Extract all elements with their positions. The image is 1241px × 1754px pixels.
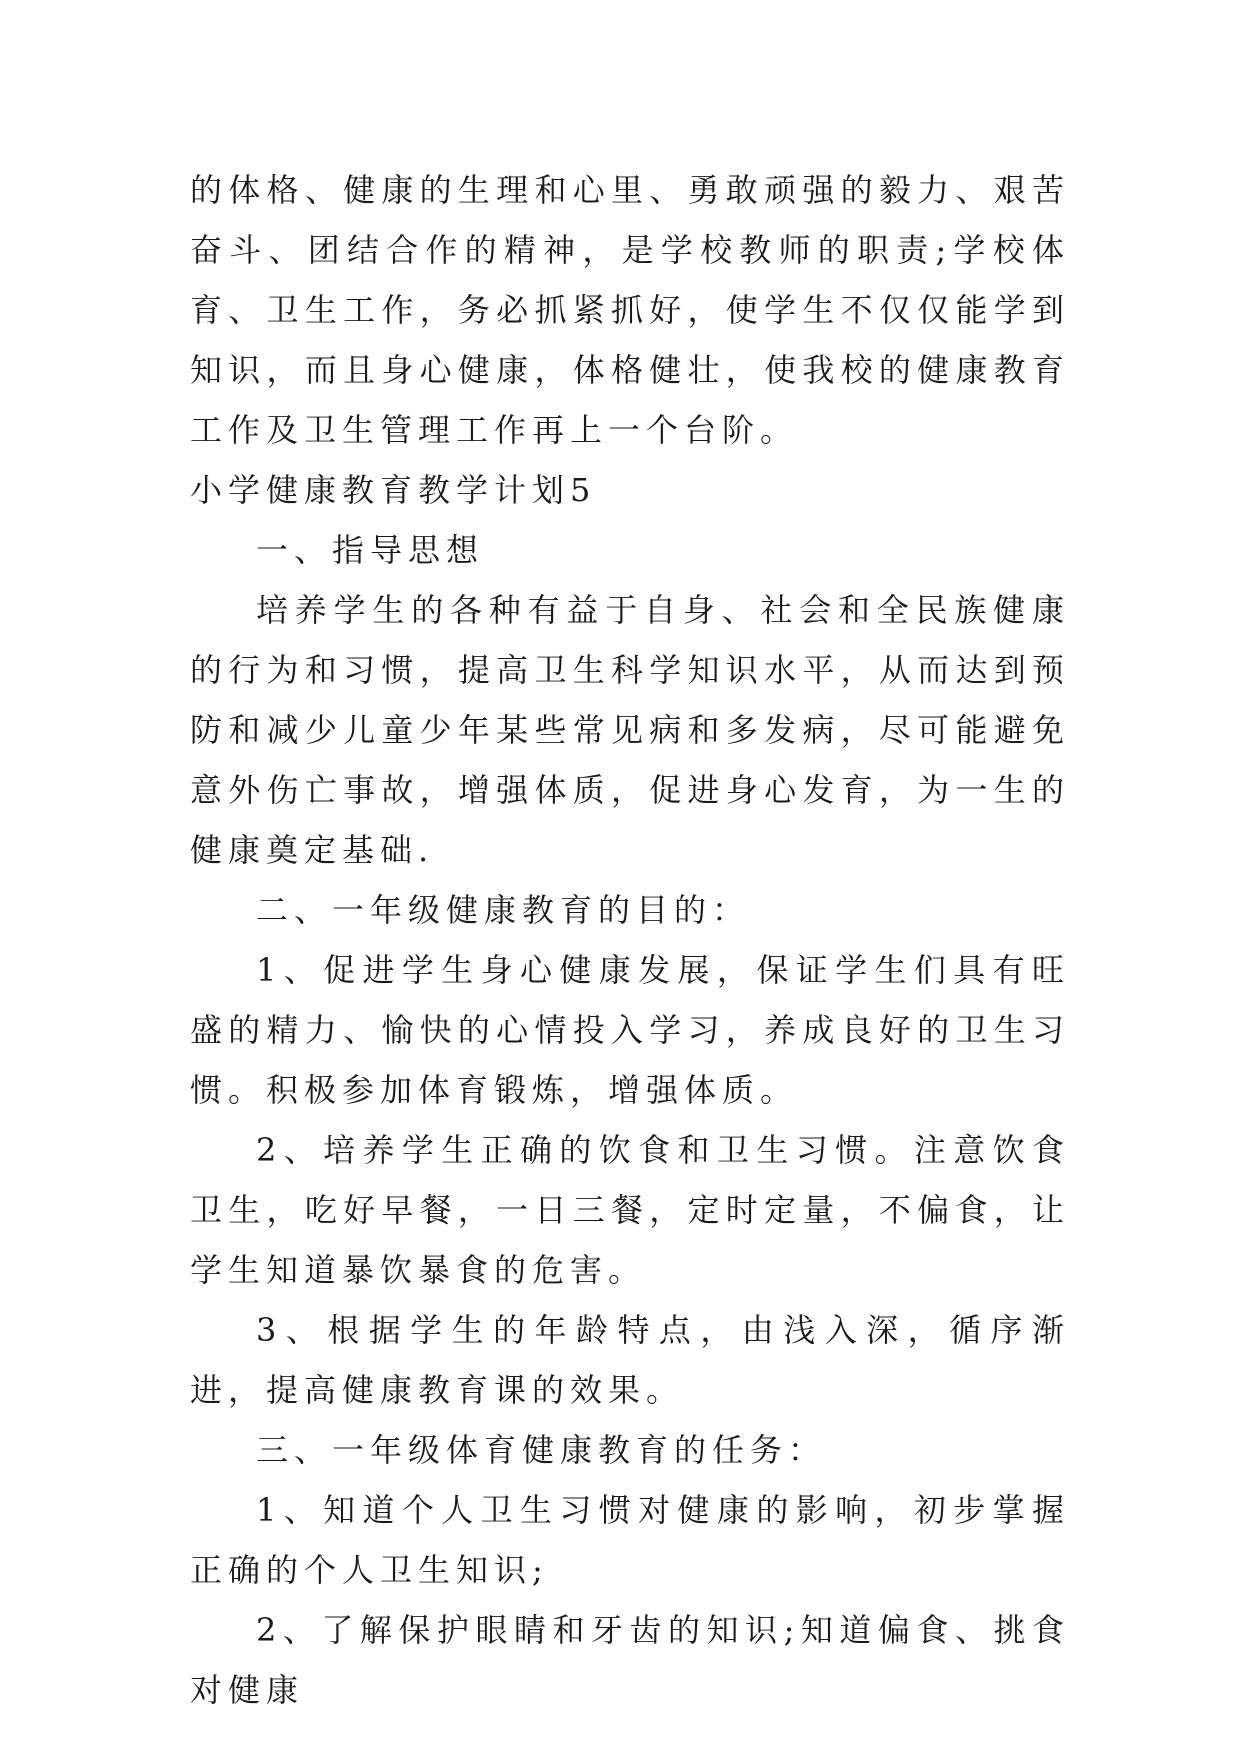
paragraph-guiding-ideology: 培养学生的各种有益于自身、社会和全民族健康的行为和习惯，提高卫生科学知识水平，从而达到预防和减少儿童少年某些常见病和多发病，尽可能避免意外伤亡事故，增强体质，促进身心发育，为一生的健康奠定基础. [190, 591, 1070, 869]
task-item-1: 1、知道个人卫生习惯对健康的影响，初步掌握正确的个人卫生知识; [190, 1491, 1070, 1589]
objective-item-1: 1、促进学生身心健康发展，保证学生们具有旺盛的精力、愉快的心情投入学习，养成良好的卫生习惯。积极参加体育锻炼，增强体质。 [190, 951, 1070, 1109]
paragraph-continuation: 的体格、健康的生理和心里、勇敢顽强的毅力、艰苦奋斗、团结合作的精神，是学校教师的职责;学校体育、卫生工作，务必抓紧抓好，使学生不仅仅能学到知识，而且身心健康，体格健壮，使我校的健康教育工作及卫生管理工作再上一个台阶。 [190, 171, 1070, 449]
heading-guiding-ideology: 一、指导思想 [256, 531, 485, 569]
document-body [190, 160, 1070, 1720]
section-title: 小学健康教育教学计划5 [190, 471, 597, 509]
heading-tasks: 三、一年级体育健康教育的任务： [256, 1431, 827, 1469]
heading-objectives: 二、一年级健康教育的目的： [256, 891, 751, 929]
objective-item-3: 3、根据学生的年龄特点，由浅入深，循序渐进，提高健康教育课的效果。 [190, 1311, 1070, 1409]
task-item-2: 2、了解保护眼睛和牙齿的知识;知道偏食、挑食对健康 [190, 1611, 1070, 1709]
objective-item-2: 2、培养学生正确的饮食和卫生习惯。注意饮食卫生，吃好早餐，一日三餐，定时定量，不偏食，让学生知道暴饮暴食的危害。 [190, 1131, 1070, 1289]
